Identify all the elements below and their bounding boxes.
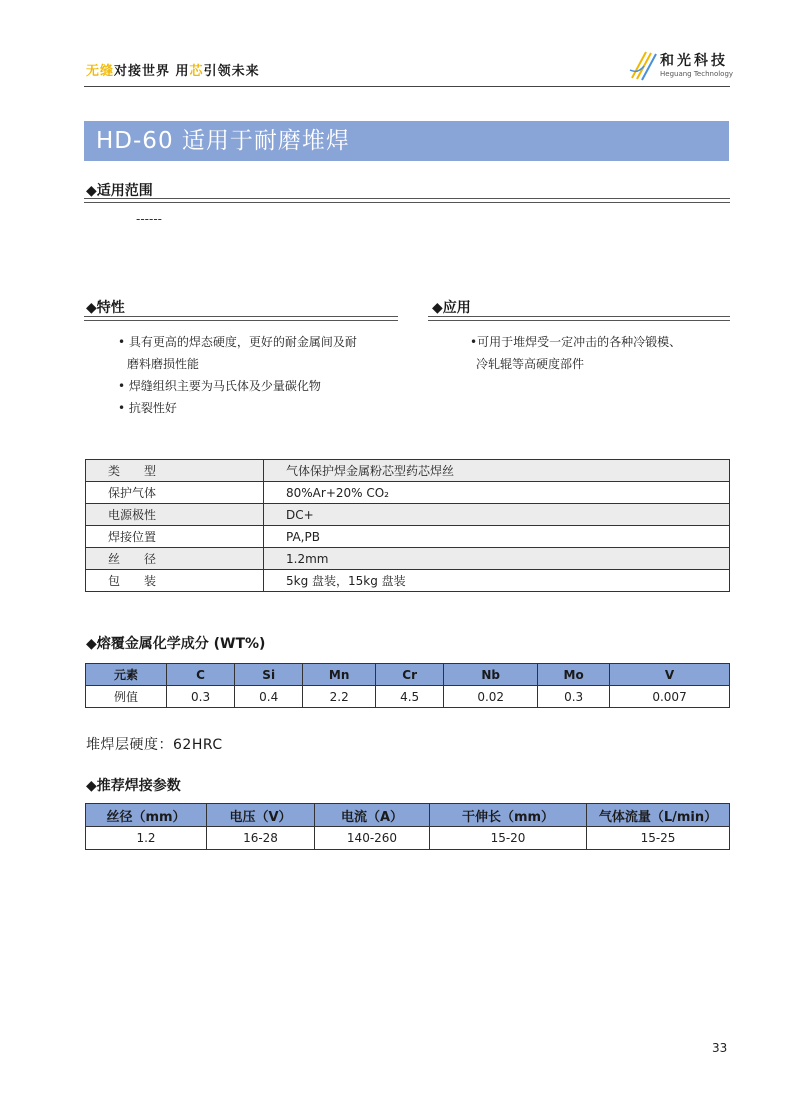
scope-heading: ◆适用范围 [86,183,153,199]
table-row [86,570,730,592]
spec-table [85,459,730,592]
page-number: 33 [712,1041,728,1055]
header-divider [84,86,730,87]
table-header-cell: Si [235,664,303,686]
table-row [86,526,730,548]
spec-value: PA,PB [264,526,730,548]
features-list [118,331,408,419]
table-header-cell: 丝径（mm） [86,804,207,827]
spec-value: 气体保护焊金属粉芯型药芯焊丝 [264,460,730,482]
table-header-row [86,664,730,686]
table-cell: 0.3 [167,686,235,708]
features-heading: ◆特性 [86,300,125,316]
table-header-row [86,804,730,827]
application-item: 冷轧辊等高硬度部件 [476,357,585,371]
spec-label: 电源极性 [86,504,264,526]
table-cell: 15-20 [430,827,587,850]
slogan-highlight: 芯 [189,64,204,79]
table-row [86,548,730,570]
params-table [85,803,730,850]
feature-item: • 抗裂性好 [118,401,177,415]
table-cell: 16-28 [207,827,315,850]
composition-heading: ◆熔覆金属化学成分 (WT%) [86,636,266,652]
table-cell: 140-260 [315,827,430,850]
feature-item: • 具有更高的焊态硬度，更好的耐金属间及耐 [118,335,357,349]
spec-label: 包 装 [86,570,264,592]
table-cell: 例值 [86,686,167,708]
spec-label: 焊接位置 [86,526,264,548]
slogan-text: 引领未来 [203,64,260,79]
features-divider [84,316,398,321]
application-list [470,331,730,375]
table-header-cell: 干伸长（mm） [430,804,587,827]
application-divider [428,316,730,321]
composition-table [85,663,730,708]
table-header-cell: Mn [303,664,376,686]
application-heading: ◆应用 [432,300,471,316]
table-header-cell: 电流（A） [315,804,430,827]
spec-value: 80%Ar+20% CO₂ [264,482,730,504]
company-logo-subtitle: Heguang Technology [660,70,734,78]
slogan-highlight: 无缝 [86,64,115,79]
table-header-cell: 元素 [86,664,167,686]
table-cell: 2.2 [303,686,376,708]
spec-value: 5kg 盘装，15kg 盘装 [264,570,730,592]
hardness-text: 堆焊层硬度：62HRC [86,737,223,753]
slogan-text: 对接世界 用 [114,64,190,79]
params-heading: ◆推荐焊接参数 [86,778,181,794]
table-cell: 0.4 [235,686,303,708]
table-row [86,504,730,526]
table-row [86,460,730,482]
table-row [86,827,730,850]
table-cell: 0.007 [610,686,730,708]
spec-label: 类 型 [86,460,264,482]
scope-text: ------ [136,212,162,226]
table-cell: 4.5 [376,686,444,708]
spec-value: DC+ [264,504,730,526]
table-cell: 15-25 [587,827,730,850]
table-header-cell: Cr [376,664,444,686]
company-logo-icon [628,48,658,82]
table-cell: 1.2 [86,827,207,850]
table-header-cell: Nb [444,664,538,686]
table-header-cell: 电压（V） [207,804,315,827]
table-row [86,482,730,504]
spec-value: 1.2mm [264,548,730,570]
spec-label: 丝 径 [86,548,264,570]
table-header-cell: C [167,664,235,686]
feature-item: 磨料磨损性能 [127,357,200,371]
application-item: •可用于堆焊受一定冲击的各种冷锻模、 [470,335,682,349]
scope-divider [84,198,730,203]
table-cell: 0.02 [444,686,538,708]
table-row [86,686,730,708]
slogan [86,60,260,79]
table-cell: 0.3 [538,686,610,708]
table-header-cell: Mo [538,664,610,686]
table-header-cell: 气体流量（L/min） [587,804,730,827]
company-logo-name: 和光科技 [660,53,728,69]
page-title: HD-60 适用于耐磨堆焊 [84,121,729,161]
table-header-cell: V [610,664,730,686]
feature-item: • 焊缝组织主要为马氏体及少量碳化物 [118,379,321,393]
spec-label: 保护气体 [86,482,264,504]
